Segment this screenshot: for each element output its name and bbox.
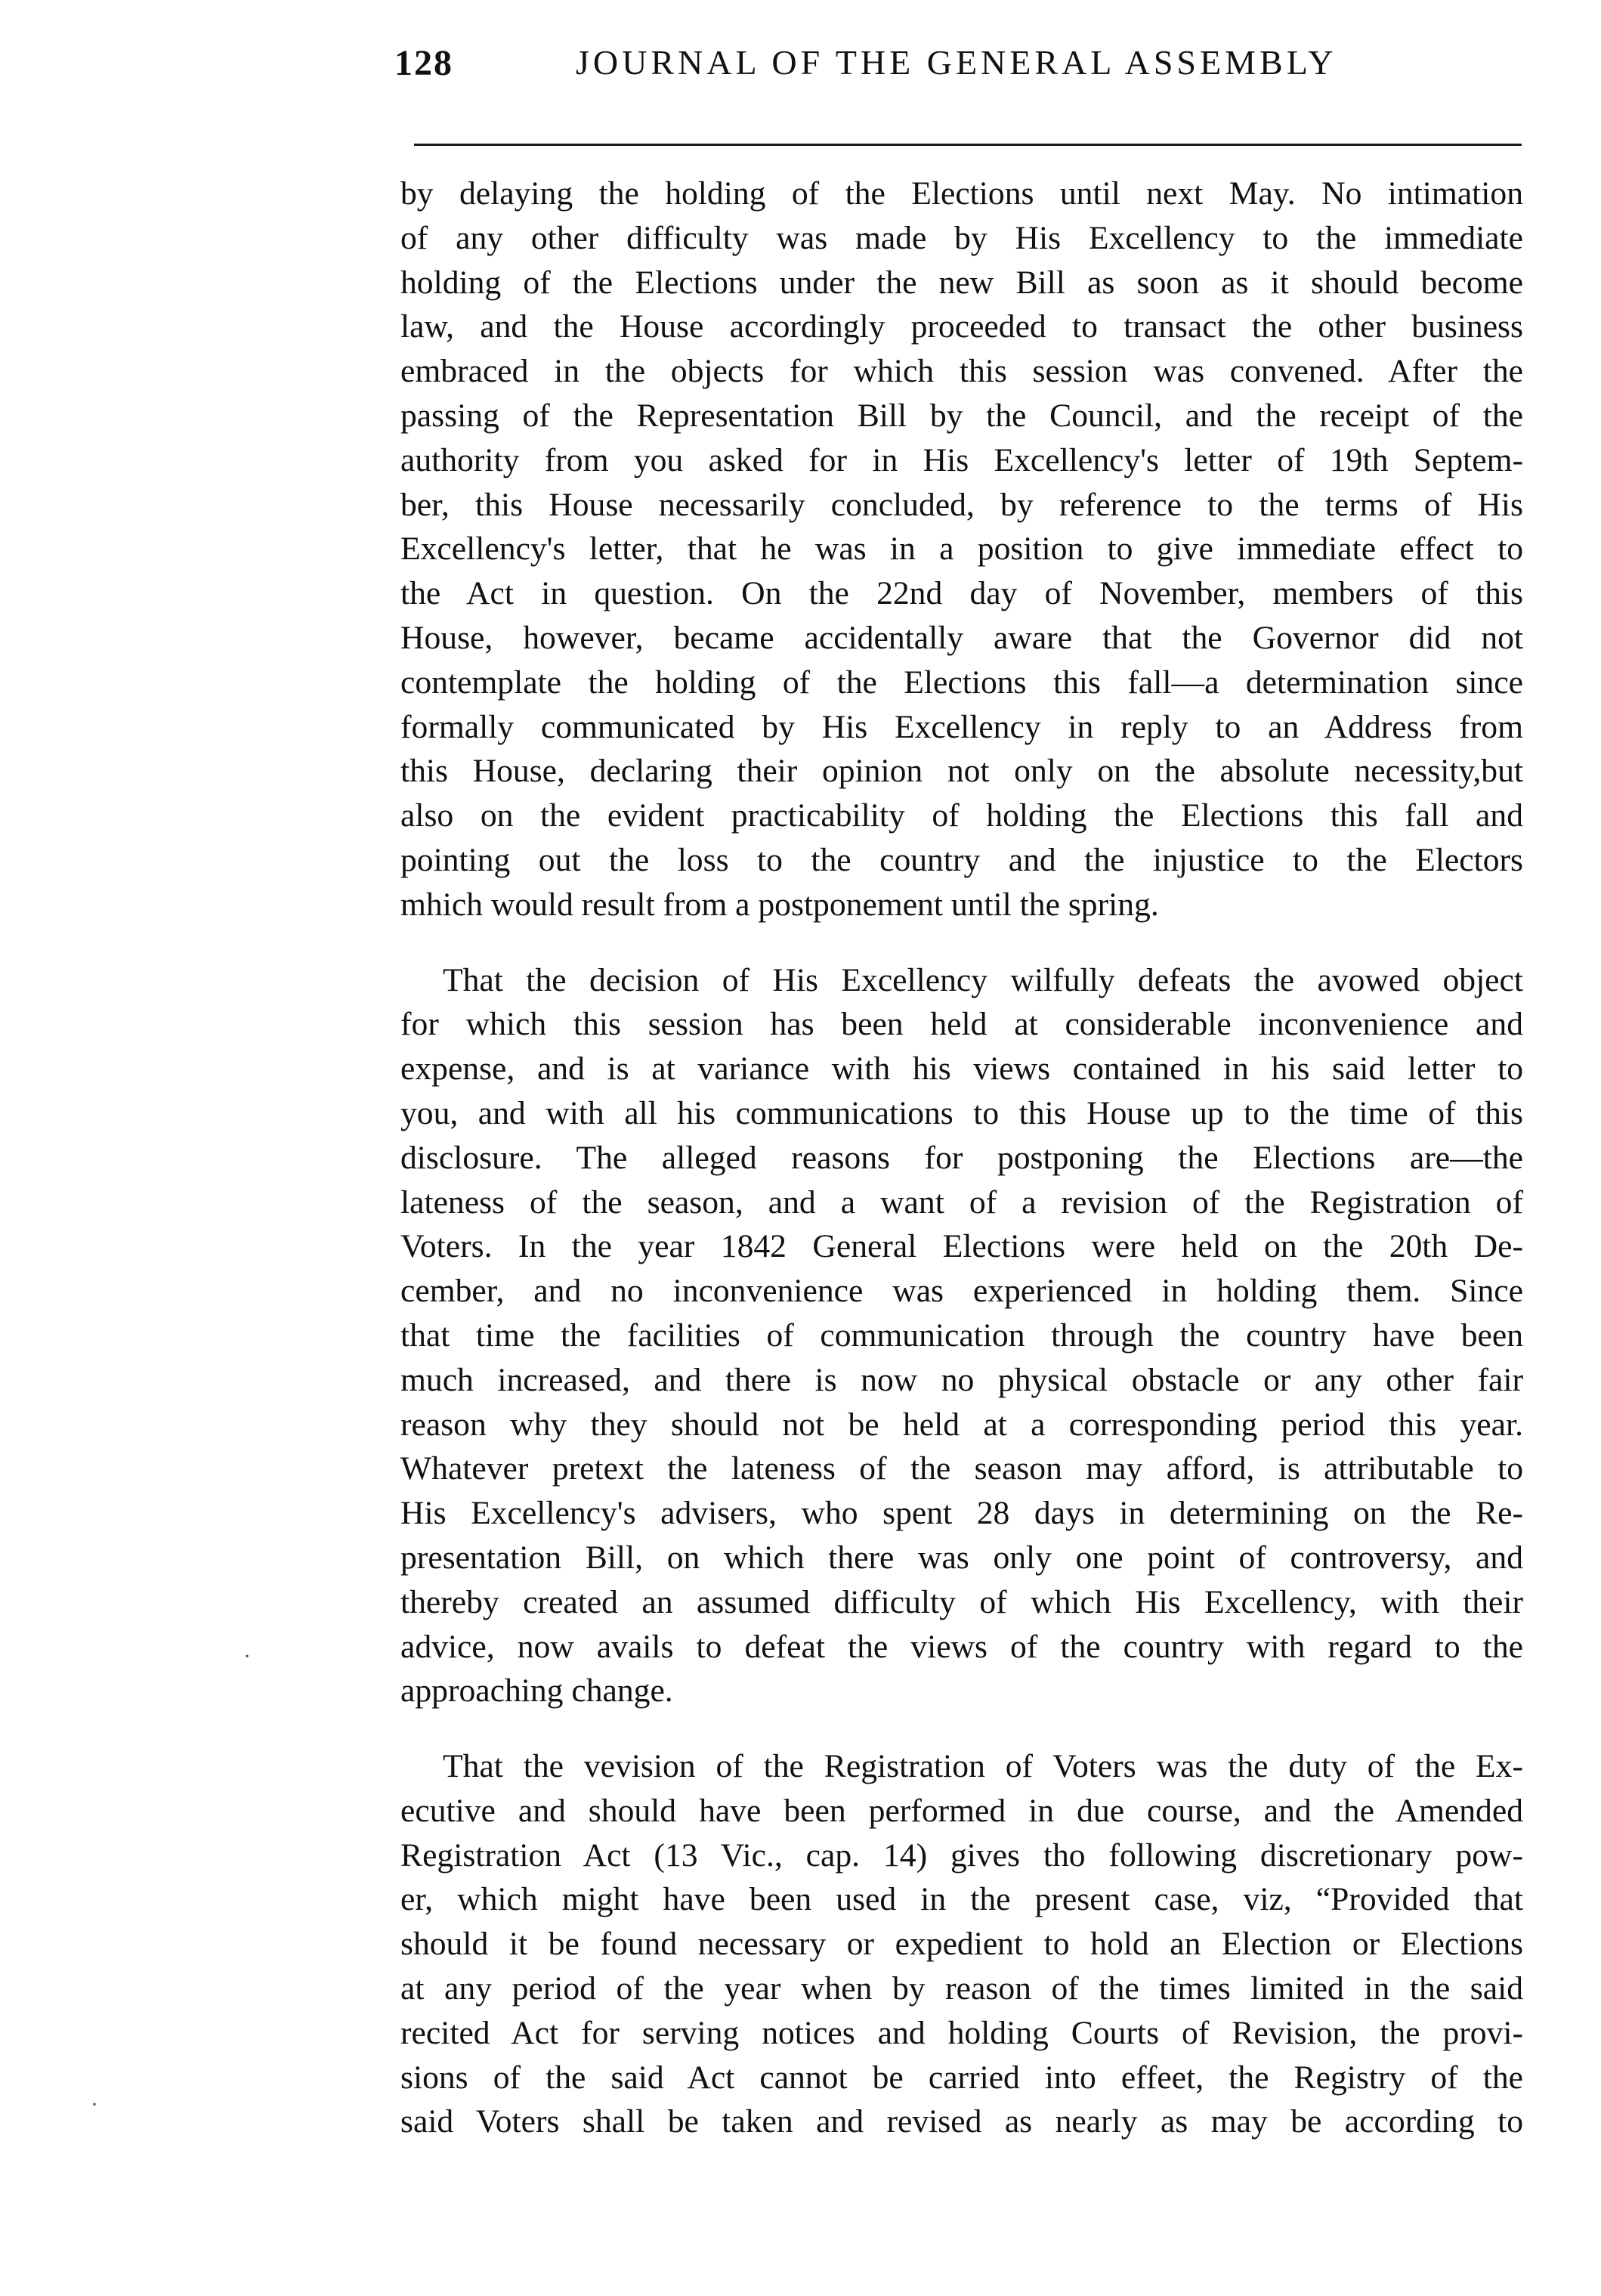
text-line: Whatever pretext the lateness of the season may afford, is attributable to — [400, 1450, 1523, 1487]
text-line: authority from you asked for in His Excellency's letter of 19th Septem- — [400, 441, 1523, 478]
running-head: JOURNAL OF THE GENERAL ASSEMBLY — [576, 43, 1337, 82]
text-line: for which this session has been held at considerable inconvenience and — [400, 1006, 1523, 1043]
text-line: recited Act for serving notices and holding Courts of Revision, the provi- — [400, 2014, 1523, 2051]
text-line: ecutive and should have been performed in due course, and the Amended — [400, 1792, 1523, 1829]
text-line: ber, this House necessarily concluded, by reference to the terms of His — [400, 486, 1523, 523]
text-line: contemplate the holding of the Elections this fall—a determination since — [400, 664, 1523, 701]
text-line: embraced in the objects for which this session was convened. After the — [400, 353, 1523, 390]
text-line: disclosure. The alleged reasons for postponing the Elections are—the — [400, 1139, 1523, 1176]
text-line: His Excellency's advisers, who spent 28 days in determining on the Re- — [400, 1495, 1523, 1532]
text-line: much increased, and there is now no physical obstacle or any other fair — [400, 1361, 1523, 1398]
text-line: pointing out the loss to the country and the injustice to the Electors — [400, 841, 1523, 878]
paragraph-2 — [400, 958, 1523, 1714]
text-line: by delaying the holding of the Elections until next May. No intimation — [400, 175, 1523, 212]
text-line: Registration Act (13 Vic., cap. 14) gives tho following discretionary pow- — [400, 1836, 1523, 1874]
text-line: that time the facilities of communication through the country have been — [400, 1317, 1523, 1354]
text-line: House, however, became accidentally aware that the Governor did not — [400, 619, 1523, 656]
text-line: advice, now avails to defeat the views of the country with regard to the — [400, 1628, 1523, 1665]
text-line: reason why they should not be held at a corresponding period this year. — [400, 1406, 1523, 1443]
text-line: at any period of the year when by reason of the times limited in the said — [400, 1970, 1523, 2007]
paragraph-3 — [400, 1744, 1523, 2144]
text-line: said Voters shall be taken and revised as nearly as may be according to — [400, 2103, 1523, 2140]
text-line: sions of the said Act cannot be carried into effeet, the Registry of the — [400, 2059, 1523, 2096]
text-line: passing of the Representation Bill by the Council, and the receipt of the — [400, 397, 1523, 434]
text-line-content: That the vevision of the Registration of Voters was the duty of the Ex- — [443, 1748, 1523, 1785]
text-line: presentation Bill, on which there was only one point of controversy, and — [400, 1539, 1523, 1576]
page-body — [400, 172, 1523, 2144]
text-line: Excellency's letter, that he was in a position to give immediate effect to — [400, 531, 1523, 568]
text-line-content: That the decision of His Excellency wilfully defeats the avowed object — [443, 961, 1523, 998]
text-line: lateness of the season, and a want of a revision of the Registration of — [400, 1184, 1523, 1221]
page-number: 128 — [394, 43, 453, 83]
text-line: mhich would result from a postponement until the spring. — [400, 886, 1159, 923]
text-line: Voters. In the year 1842 General Elections were held on the 20th De- — [400, 1228, 1523, 1265]
stray-mark: · — [243, 1644, 251, 1669]
header-rule — [414, 144, 1522, 146]
text-line: should it be found necessary or expedient to hold an Election or Elections — [400, 1926, 1523, 1963]
paragraph-1 — [400, 172, 1523, 927]
text-line: expense, and is at variance with his views contained in his said letter to — [400, 1051, 1523, 1088]
text-line: formally communicated by His Excellency in reply to an Address from — [400, 708, 1523, 745]
text-line: law, and the House accordingly proceeded to transact the other business — [400, 308, 1523, 345]
text-line — [400, 958, 1523, 1003]
text-line: cember, and no inconvenience was experienced in holding them. Since — [400, 1273, 1523, 1310]
text-line: thereby created an assumed difficulty of which His Excellency, with their — [400, 1583, 1523, 1620]
text-line: holding of the Elections under the new Bill as soon as it should become — [400, 264, 1523, 301]
text-line: also on the evident practicability of holding the Elections this fall and — [400, 797, 1523, 834]
stray-mark: · — [91, 2092, 98, 2117]
text-line: approaching change. — [400, 1672, 673, 1710]
text-line: this House, declaring their opinion not only on the absolute necessity,but — [400, 753, 1523, 790]
text-line: you, and with all his communications to this House up to the time of this — [400, 1094, 1523, 1131]
page-header — [394, 42, 1528, 103]
text-line: the Act in question. On the 22nd day of November, members of this — [400, 575, 1523, 612]
text-line: er, which might have been used in the present case, viz, “Provided that — [400, 1881, 1523, 1918]
text-line: of any other difficulty was made by His Excellency to the immediate — [400, 219, 1523, 256]
text-line — [400, 1744, 1523, 1789]
